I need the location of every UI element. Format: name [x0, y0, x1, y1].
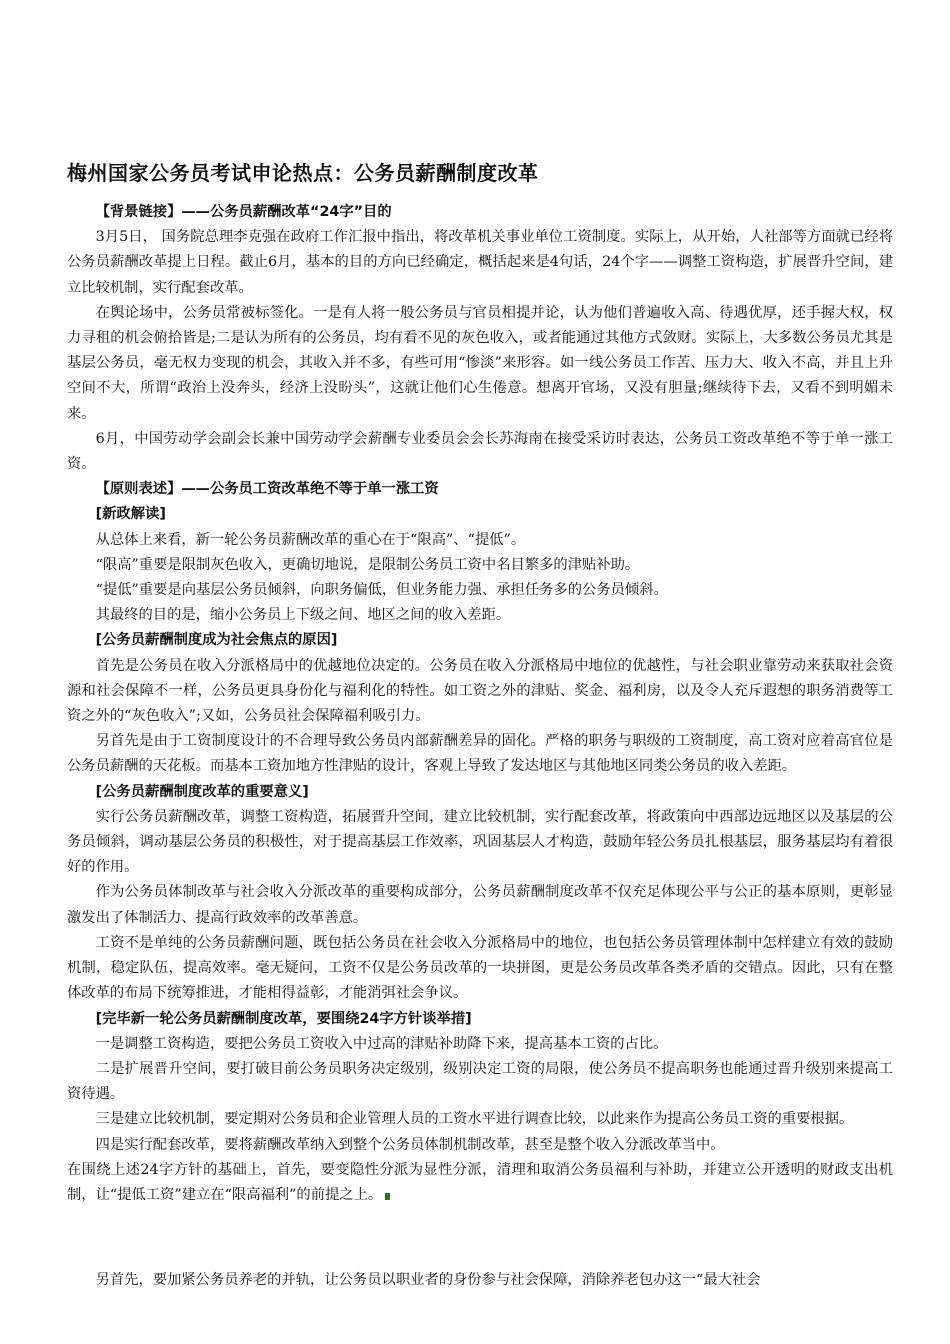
body-paragraph: 首先是公务员在收入分派格局中的优越地位决定的。公务员在收入分派格局中地位的优越性，与社会职业靠劳动来获取社会资源和社会保障不一样，公务员更具身份化与福利化的特性。如工资之外的津贴、奖金、福利房，以及令人充斥遐想的职务消费等工资之外的“灰色收入”;又如，公务员社会保障福利吸引力。	[67, 657, 893, 725]
body-paragraph: 三是建立比较机制，要定期对公务员和企业管理人员的工资水平进行调查比较，以此来作为提高公务员工资的重要根据。	[95, 1111, 854, 1128]
body-paragraph: 四是实行配套改革，要将薪酬改革纳入到整个公务员体制机制改革，甚至是整个收入分派改革当中。	[95, 1136, 725, 1153]
body-paragraph: 从总体上来看，新一轮公务员薪酬改革的重心在于“限高”、“提低”。	[95, 531, 526, 548]
section-heading: [新政解读]	[95, 506, 166, 523]
document-body	[67, 158, 893, 1293]
body-paragraph: 在围绕上述24字方针的基础上，首先，要变隐性分派为显性分派，清理和取消公务员福利与补助，并建立公开透明的财政支出机制，让“提低工资”建立在“限高福利”的前提之上。	[67, 1161, 893, 1203]
body-paragraph: 3月5日， 国务院总理李克强在政府工作汇报中指出，将改革机关事业单位工资制度。实际上，从开始，人社部等方面就已经将公务员薪酬改革提上日程。截止6月，基本的目的方向已经确定，概括起来是4句话，24个字——调整工资构造，扩展晋升空间，建立比较机制，实行配套改革。	[67, 229, 893, 296]
section-heading: [公务员薪酬制度改革的重要意义]	[95, 783, 309, 800]
body-paragraph: 工资不是单纯的公务员薪酬问题，既包括公务员在社会收入分派格局中的地位，也包括公务员管理体制中怎样建立有效的鼓励机制，稳定队伍，提高效率。毫无疑问，工资不仅是公务员改革的一块拼图，更是公务员改革各类矛盾的交错点。因此，只有在整体改革的布局下统筹推进，才能相得益彰，才能消弭社会争议。	[67, 934, 893, 1002]
section-heading: [公务员薪酬制度成为社会焦点的原因]	[95, 632, 338, 649]
paragraph-spacer	[67, 1224, 893, 1252]
body-paragraph: 作为公务员体制改革与社会收入分派改革的重要构成部分，公务员薪酬制度改革不仅充足体现公平与公正的基本原则，更彰显激发出了体制活力、提高行政效率的改革善意。	[67, 884, 893, 926]
body-paragraph: 另首先，要加紧公务员养老的并轨，让公务员以职业者的身份参与社会保障，消除养老包办这一“最大社会	[95, 1272, 761, 1289]
body-paragraph: “限高”重要是限制灰色收入，更确切地说，是限制公务员工资中名目繁多的津贴补助。	[95, 556, 640, 573]
body-paragraph: 实行公务员薪酬改革，调整工资构造，拓展晋升空间，建立比较机制，实行配套改革，将政策向中西部边远地区以及基层的公务员倾斜，调动基层公务员的积极性，对于提高基层工作效率，巩固基层人才构造，鼓励年轻公务员扎根基层，服务基层均有着很好的作用。	[67, 808, 893, 876]
body-paragraph: “提低”重要是向基层公务员倾斜，向职务偏低，但业务能力强、承担任务多的公务员倾斜。	[95, 582, 668, 599]
body-paragraph: 在舆论场中，公务员常被标签化。一是有人将一般公务员与官员相提并论，认为他们普遍收入高、待遇优厚，还手握大权，权力寻租的机会俯拾皆是;二是认为所有的公务员，均有看不见的灰色收入，或者能通过其他方式敛财。实际上，大多数公务员尤其是基层公务员，毫无权力变现的机会，其收入并不多，有些可用“惨淡”来形容。如一线公务员工作苦、压力大、收入不高，并且上升空间不大，所谓“政治上没奔头，经济上没盼头”，这就让他们心生倦意。想离开官场，又没有胆量;继续待下去，又看不到明媚未来。	[67, 304, 893, 422]
body-paragraph: 6月，中国劳动学会副会长兼中国劳动学会薪酬专业委员会会长苏海南在接受采访时表达，公务员工资改革绝不等于单一涨工资。	[67, 430, 893, 473]
section-heading: 【背景链接】——公务员薪酬改革“24字”目的	[95, 204, 392, 220]
anchor-mark-icon	[385, 1193, 390, 1200]
section-heading: [完毕新一轮公务员薪酬制度改革，要围绕24字方针谈举措]	[95, 1010, 472, 1027]
body-paragraph: 一是调整工资构造，要把公务员工资收入中过高的津贴补助降下来，提高基本工资的占比。	[95, 1035, 668, 1052]
body-paragraph: 其最终的目的是，缩小公务员上下级之间、地区之间的收入差距。	[95, 607, 511, 624]
document-content	[67, 200, 893, 1293]
document-title: 梅州国家公务员考试申论热点：公务员薪酬制度改革	[67, 161, 539, 185]
body-paragraph: 另首先是由于工资制度设计的不合理导致公务员内部薪酬差异的固化。严格的职务与职级的工资制度，高工资对应着高官位是公务员薪酬的天花板。而基本工资加地方性津贴的设计，客观上导致了发达地区与其他地区同类公务员的收入差距。	[67, 733, 893, 775]
body-paragraph: 二是扩展晋升空间，要打破目前公务员职务决定级别，级别决定工资的局限，使公务员不提高职务也能通过晋升级别来提高工资待遇。	[67, 1060, 893, 1103]
section-heading: 【原则表述】——公务员工资改革绝不等于单一涨工资	[95, 481, 439, 498]
